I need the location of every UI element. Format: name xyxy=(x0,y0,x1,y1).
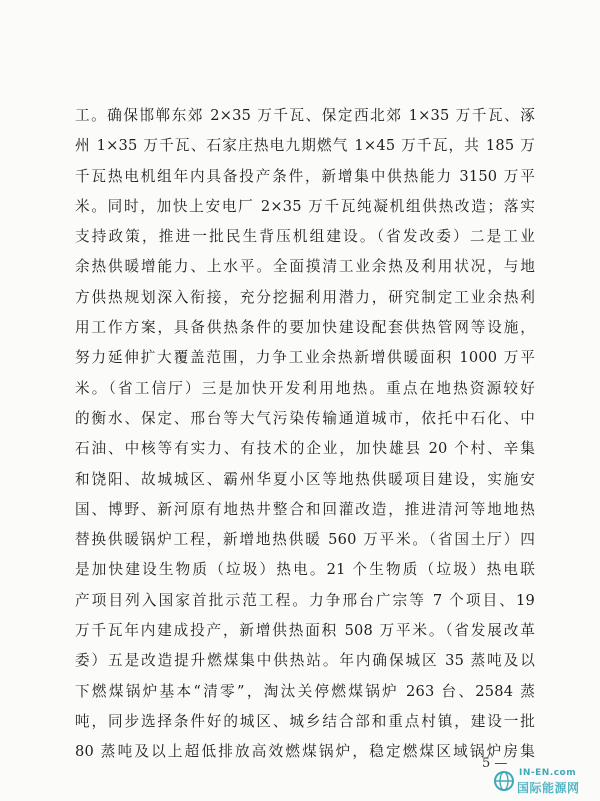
text-line: 米。同时，加快上安电厂 2×35 万千瓦纯凝机组供热改造；落实 xyxy=(75,197,535,215)
text-line: 是加快建设生物质（垃圾）热电。21 个生物质（垃圾）热电联 xyxy=(75,561,535,579)
page-number-value: 5 xyxy=(482,756,491,771)
watermark xyxy=(493,768,597,798)
text-line: 余热供暖增能力、上水平。全面摸清工业余热及利用状况，与地 xyxy=(75,258,535,276)
text-line: 和饶阳、故城城区、霸州华夏小区等地热供暖项目建设，实施安 xyxy=(75,470,535,488)
text-line: 委）五是改造提升燃煤集中供热站。年内确保城区 35 蒸吨及以 xyxy=(75,652,535,670)
text-line: 的衡水、保定、邢台等大气污染传输通道城市，依托中石化、中 xyxy=(75,409,535,427)
watermark-name: 国际能源网 xyxy=(517,781,580,795)
text-line: 用工作方案，具备供热条件的要加快建设配套供热管网等设施， xyxy=(75,319,535,337)
text-line: 80 蒸吨及以上超低排放高效燃煤锅炉，稳定燃煤区域锅炉房集 xyxy=(75,743,535,761)
text-line: 方供热规划深入衔接，充分挖掘利用潜力，研究制定工业余热利 xyxy=(75,288,535,306)
text-line: 吨，同步选择条件好的城区、城乡结合部和重点村镇，建设一批 xyxy=(75,712,535,730)
text-line: 产项目列入国家首批示范工程。力争邢台广宗等 7 个项目、19 xyxy=(75,591,535,609)
text-line: 石油、中核等有实力、有技术的企业，加快雄县 20 个村、辛集 xyxy=(75,440,535,458)
text-line: 工。确保邯郸东郊 2×35 万千瓦、保定西北郊 1×35 万千瓦、涿 xyxy=(75,107,535,124)
text-line: 万千瓦年内建成投产，新增供热面积 508 万平米。（省发展改革 xyxy=(75,622,535,640)
text-line: 千瓦热电机组年内具备投产条件，新增集中供热能力 3150 万平 xyxy=(75,167,535,185)
watermark-domain: IN-EN.com xyxy=(519,768,577,778)
text-line: 努力延伸扩大覆盖范围，力争工业余热新增供暖面积 1000 万平 xyxy=(75,349,535,367)
text-line: 州 1×35 万千瓦、石家庄热电九期燃气 1×45 万千瓦，共 185 万 xyxy=(75,137,535,155)
globe-logo-icon xyxy=(493,770,515,792)
body-text xyxy=(75,101,535,768)
text-line: 下燃煤锅炉基本“清零”，淘汰关停燃煤锅炉 263 台、2584 蒸 xyxy=(75,682,535,700)
text-line: 替换供暖锅炉工程，新增地热供暖 560 万平米。（省国土厅）四 xyxy=(75,531,535,549)
page-number: 5 — xyxy=(482,756,508,771)
text-line: 支持政策，推进一批民生背压机组建设。（省发改委）二是工业 xyxy=(75,228,535,246)
text-line: 国、博野、新河原有地热井整合和回灌改造，推进清河等地地热 xyxy=(75,500,535,518)
text-line: 米。（省工信厅）三是加快开发利用地热。重点在地热资源较好 xyxy=(75,379,535,397)
